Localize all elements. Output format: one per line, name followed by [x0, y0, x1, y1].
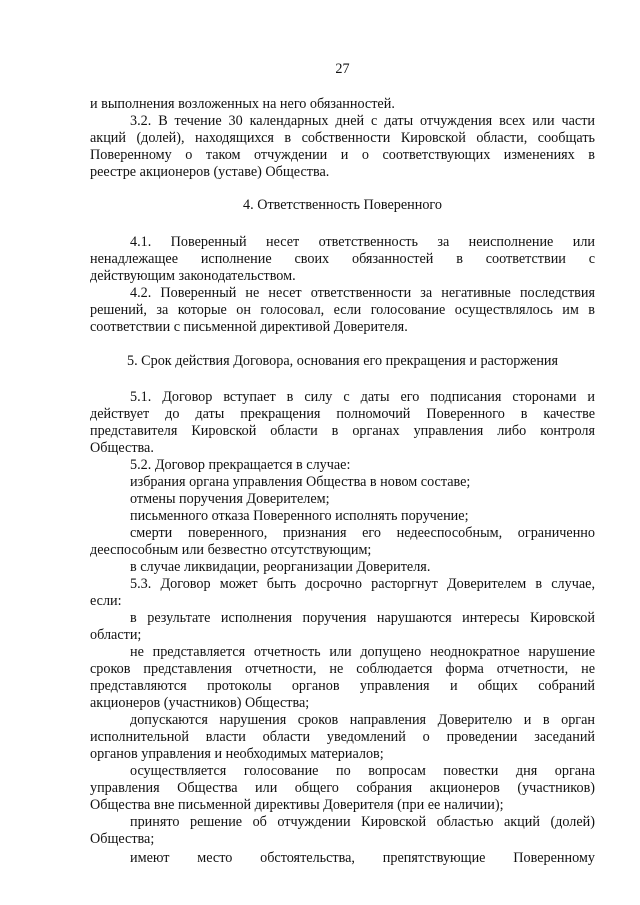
text-line: дееспособным или безвестно отсутствующим; — [90, 542, 372, 558]
text-line: сроков представления отчетности, не соблюдается форма отчетности, не — [90, 661, 595, 677]
text-line: если: — [90, 593, 122, 609]
text-line: 4.1. Поверенный несет ответственность за неисполнение или — [130, 234, 595, 250]
text-line: представителя Кировской области в органах управления либо контроля — [90, 423, 595, 439]
text-line: исполнительной власти области уведомлений о проведении заседаний — [90, 729, 595, 745]
text-line: в случае ликвидации, реорганизации Доверителя. — [130, 559, 431, 575]
text-line: отмены поручения Доверителем; — [130, 491, 330, 507]
text-line: не представляется отчетность или допущено неоднократное нарушение — [130, 644, 595, 660]
text-line: принято решение об отчуждении Кировской областью акций (долей) — [130, 814, 595, 830]
text-line: ненадлежащее исполнение своих обязанностей в соответствии с — [90, 251, 595, 267]
text-line: акций (долей), находящихся в собственности Кировской области, сообщать — [90, 130, 595, 146]
text-line: избрания органа управления Общества в новом составе; — [130, 474, 471, 490]
text-line: соответствии с письменной директивой Доверителя. — [90, 319, 408, 335]
text-line: 4.2. Поверенный не несет ответственности за негативные последствия — [130, 285, 595, 301]
page-number: 27 — [335, 61, 350, 77]
text-line: имеют место обстоятельства, препятствующие Поверенному — [130, 850, 595, 866]
text-line: решений, за которые он голосовал, если голосование осуществлялось им в — [90, 302, 595, 318]
text-line: Общества вне письменной директивы Доверителя (при ее наличии); — [90, 797, 504, 813]
text-line: Общества; — [90, 831, 155, 847]
text-line: представляются протоколы органов управления и общих собраний — [90, 678, 595, 694]
text-line: 5.2. Договор прекращается в случае: — [130, 457, 351, 473]
section-heading: 5. Срок действия Договора, основания его прекращения и расторжения — [126, 353, 559, 369]
text-line: в результате исполнения поручения нарушаются интересы Кировской — [130, 610, 595, 626]
text-line: допускаются нарушения сроков направления Доверителю и в орган — [130, 712, 595, 728]
text-line: акционеров (участников) Общества; — [90, 695, 310, 711]
text-line: 5.1. Договор вступает в силу с даты его подписания сторонами и — [130, 389, 595, 405]
text-line: действующим законодательством. — [90, 268, 296, 284]
text-line: реестре акционеров (уставе) Общества. — [90, 164, 330, 180]
text-line: Общества. — [90, 440, 154, 456]
text-line: управления Общества или общего собрания акционеров (участников) — [90, 780, 595, 796]
text-line: 3.2. В течение 30 календарных дней с даты отчуждения всех или части — [130, 113, 595, 129]
text-line: действует до даты прекращения полномочий Поверенного в качестве — [90, 406, 595, 422]
text-line: осуществляется голосование по вопросам повестки дня органа — [130, 763, 595, 779]
text-line: и выполнения возложенных на него обязанностей. — [90, 96, 395, 112]
text-line: смерти поверенного, признания его недееспособным, ограниченно — [130, 525, 595, 541]
text-line: органов управления и необходимых материалов; — [90, 746, 384, 762]
text-line: Поверенному о таком отчуждении и о соответствующих изменениях в — [90, 147, 595, 163]
section-heading: 4. Ответственность Поверенного — [243, 197, 442, 213]
text-line: области; — [90, 627, 142, 643]
text-line: 5.3. Договор может быть досрочно расторгнут Доверителем в случае, — [130, 576, 595, 592]
text-line: письменного отказа Поверенного исполнять поручение; — [130, 508, 469, 524]
